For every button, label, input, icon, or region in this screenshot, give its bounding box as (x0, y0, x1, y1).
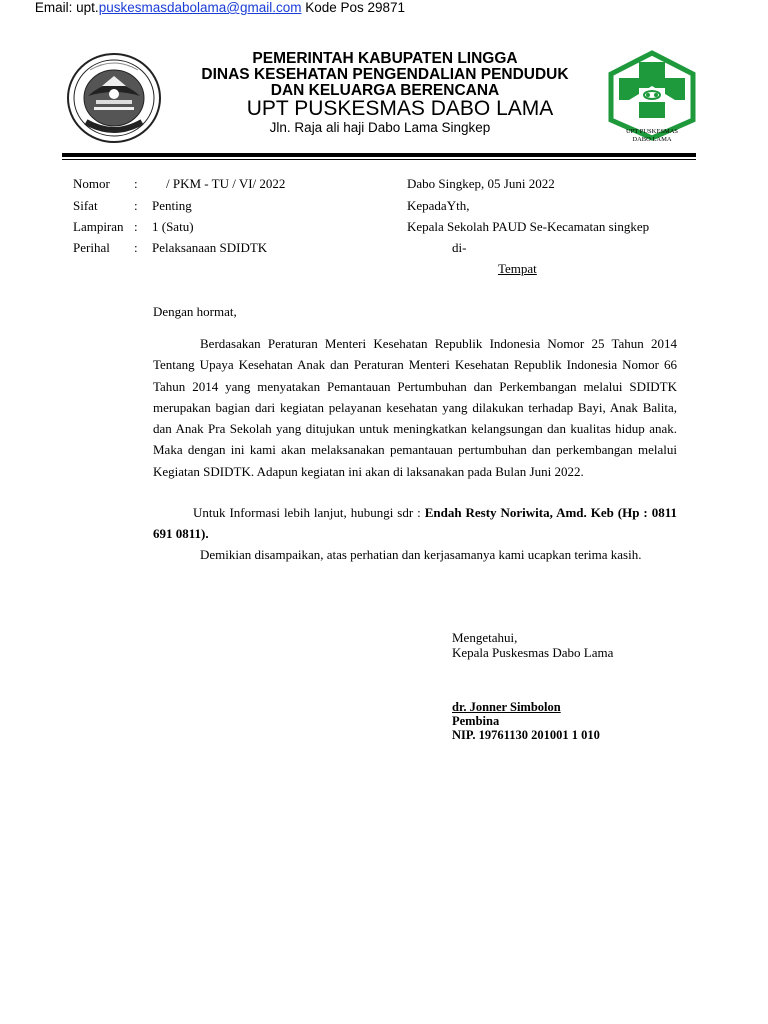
nomor-colon: : (134, 176, 138, 191)
postal-code: Kode Pos 29871 (301, 0, 406, 15)
email-label: Email: upt. (34, 0, 99, 15)
letterhead-contact (0, 0, 440, 15)
signatory-nip: NIP. 19761130 201001 1 010 (452, 728, 600, 742)
letterhead-department: DINAS KESEHATAN PENGENDALIAN PENDUDUK (201, 66, 569, 83)
meta-row-sifat (0, 198, 400, 216)
email-link[interactable]: puskesmasdabolama@gmail.com (98, 0, 302, 15)
addressee-name: Kepala Sekolah PAUD Se-Kecamatan singkep (407, 219, 650, 234)
signatory-name: dr. Jonner Simbolon (452, 700, 561, 714)
signatory-rank: Pembina (452, 714, 500, 728)
puskesmas-logo (607, 50, 697, 150)
contact-prefix: Untuk Informasi lebih lanjut, hubungi sdr : (193, 505, 425, 520)
perihal-colon: : (134, 240, 138, 255)
perihal-label: Perihal (73, 240, 110, 255)
signature-acknowledged: Mengetahui, (452, 630, 518, 645)
logo-caption-2: DABO LAMA (632, 136, 672, 143)
sifat-colon: : (134, 198, 138, 213)
letterhead-rule-thin (62, 159, 696, 160)
meta-row-nomor (0, 176, 400, 194)
addressee-di: di- (452, 240, 467, 255)
letterhead-rule-thick (62, 153, 696, 157)
signature-position: Kepala Puskesmas Dabo Lama (452, 645, 614, 660)
letter-date: Dabo Singkep, 05 Juni 2022 (407, 176, 555, 191)
nomor-value: / PKM - TU / VI/ 2022 (166, 176, 286, 191)
meta-row-perihal (0, 240, 400, 258)
body-paragraph-1: Berdasakan Peraturan Menteri Kesehatan Republik Indonesia Nomor 25 Tahun 2014 Tentang Upaya Kesehatan Anak dan Peraturan Menteri Kesehatan Republik Indonesia Nomor 66 Tahun 2014 yang menyatakan Pemantauan Pertumbuhan dan Perkembangan melalui SDIDTK merupakan bagian dari kegiatan pelayanan kesehatan yang dilakukan terhadap Bayi, Anak Balita, dan Anak Pra Sekolah yang ditujukan untuk meningkatkan kelangsungan dan kualitas hidup anak. Maka dengan ini kami akan melaksanakan pemantauan pertumbuhan dan perkembangan melalui Kegiatan SDIDTK. Adapun kegiatan ini akan di laksanakan pada Bulan Juni 2022. (153, 336, 677, 479)
perihal-value: Pelaksanaan SDIDTK (152, 240, 268, 255)
sifat-label: Sifat (73, 198, 98, 213)
letterhead-address: Jln. Raja ali haji Dabo Lama Singkep (269, 120, 491, 135)
contact-person: Endah Resty Noriwita, Amd. Keb (Hp : 0811 691 0811). (153, 505, 677, 542)
lampiran-colon: : (134, 219, 138, 234)
lampiran-value: 1 (Satu) (152, 219, 194, 234)
nomor-label: Nomor (73, 176, 110, 191)
letterhead-institution: UPT PUSKESMAS DABO LAMA (246, 97, 554, 120)
sifat-value: Penting (152, 198, 192, 213)
meta-row-lampiran (0, 219, 400, 237)
body-paragraph-3: Demikian disampaikan, atas perhatian dan kerjasamanya kami ucapkan terima kasih. (200, 547, 642, 562)
addressee-greeting: KepadaYth, (407, 198, 470, 213)
lampiran-label: Lampiran (73, 219, 124, 234)
addressee-place: Tempat (498, 261, 537, 276)
logo-caption-1: UPT PUSKESMAS (625, 128, 679, 135)
body-paragraph-2 (153, 502, 677, 545)
letterhead-government: PEMERINTAH KABUPATEN LINGGA (252, 50, 518, 67)
letterhead-department-2: DAN KELUARGA BERENCANA (270, 82, 500, 99)
signature-heading (452, 630, 613, 660)
salutation: Dengan hormat, (153, 304, 237, 319)
kabupaten-lingga-emblem (66, 52, 162, 144)
